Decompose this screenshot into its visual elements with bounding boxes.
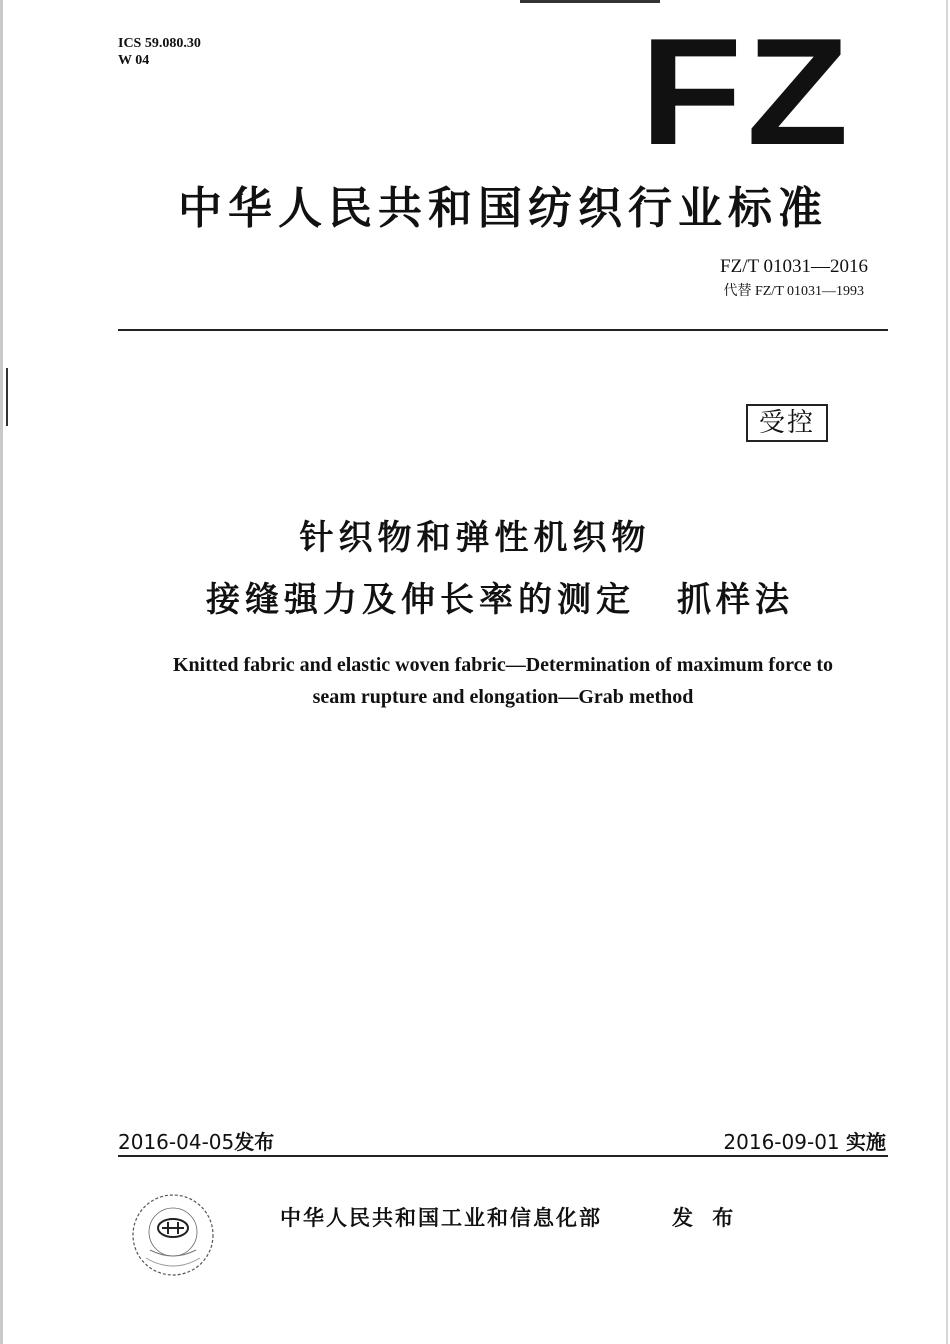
binding-mark — [6, 368, 8, 426]
en-title-line1: Knitted fabric and elastic woven fabric—Determination of maximum force to — [172, 654, 834, 676]
implement-date: 2016-09-01 — [723, 1130, 840, 1154]
implement-date-block — [723, 1126, 886, 1155]
cn-title-line2 — [0, 572, 950, 621]
fz-logo: FZ — [640, 7, 854, 177]
cn-title-method: 抓样法 — [677, 580, 794, 620]
page-top-mark — [520, 0, 660, 3]
class-code: W 04 — [118, 53, 150, 68]
standard-code: FZ/T 01031—2016 — [720, 256, 868, 277]
replaces-code: 代替 FZ/T 01031—1993 — [723, 284, 864, 299]
issue-label: 发布 — [234, 1130, 275, 1154]
issue-date: 2016-04-05 — [118, 1130, 235, 1154]
issue-date-block — [118, 1126, 274, 1155]
issuer-action: 发 布 — [672, 1206, 740, 1230]
implement-label: 实施 — [846, 1130, 886, 1154]
ics-number: ICS 59.080.30 — [118, 36, 201, 51]
issuer-name: 中华人民共和国工业和信息化部 — [280, 1206, 602, 1230]
cn-title-line1: 针织物和弹性机织物 — [299, 518, 651, 558]
top-divider — [118, 329, 888, 331]
publisher-seal-icon — [128, 1190, 218, 1280]
cn-title-main: 接缝强力及伸长率的测定 — [206, 580, 635, 620]
controlled-stamp: 受控 — [746, 404, 828, 442]
standard-type-heading: 中华人民共和国纺织行业标准 — [178, 183, 828, 234]
bottom-divider — [118, 1155, 888, 1157]
classification-block — [118, 35, 201, 69]
en-title-line2: seam rupture and elongation—Grab method — [312, 686, 694, 708]
